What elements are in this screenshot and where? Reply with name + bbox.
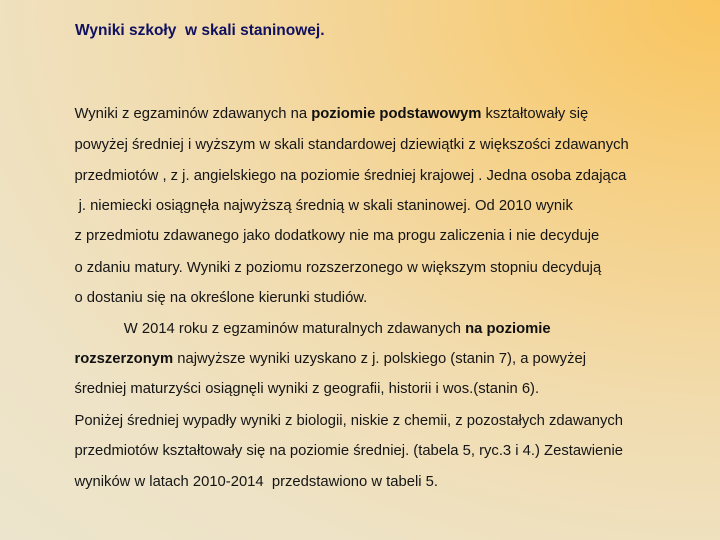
line-text: o zdaniu matury. Wyniki z poziomu rozszerzonego w większym stopniu decydują xyxy=(74,260,602,276)
line-text: najwyższe wyniki uzyskano z j. polskiego (stanin 7), a powyżej xyxy=(173,351,586,367)
line-text: przedmiotów , z j. angielskiego na poziomie średniej krajowej . Jedna osoba zdająca xyxy=(74,168,627,184)
slide-title: Wyniki szkoły w skali staninowej. xyxy=(75,22,325,39)
line-emphasis: na poziomie xyxy=(465,321,551,337)
line-text: Poniżej średniej wypadły wyniki z biologii, niskie z chemii, z pozostałych zdawanych xyxy=(74,413,624,429)
line-text: powyżej średniej i wyższym w skali standardowej dziewiątki z większości zdawanych xyxy=(74,137,629,153)
line-emphasis: poziomie podstawowym xyxy=(311,106,482,122)
line-text: o dostaniu się na określone kierunki studiów. xyxy=(74,290,368,306)
line-text: wyników w latach 2010-2014 przedstawiono w tabeli 5. xyxy=(74,474,439,490)
paragraph-line xyxy=(58,455,438,509)
line-text: W 2014 roku z egzaminów maturalnych zdawanych xyxy=(74,321,466,337)
line-text: kształtowały się xyxy=(481,106,589,122)
line-text: Wyniki z egzaminów zdawanych na xyxy=(74,106,312,122)
line-text: średniej maturzyści osiągnęli wyniki z geografii, historii i wos.(stanin 6). xyxy=(74,381,540,397)
line-text: z przedmiotu zdawanego jako dodatkowy nie ma progu zaliczenia i nie decyduje xyxy=(74,228,600,244)
line-text: przedmiotów kształtowały się na poziomie średniej. (tabela 5, ryc.3 i 4.) Zestawienie xyxy=(74,443,624,459)
line-text: j. niemiecki osiągnęła najwyższą średnią w skali staninowej. Od 2010 wynik xyxy=(74,198,573,214)
line-emphasis: rozszerzonym xyxy=(74,351,174,367)
